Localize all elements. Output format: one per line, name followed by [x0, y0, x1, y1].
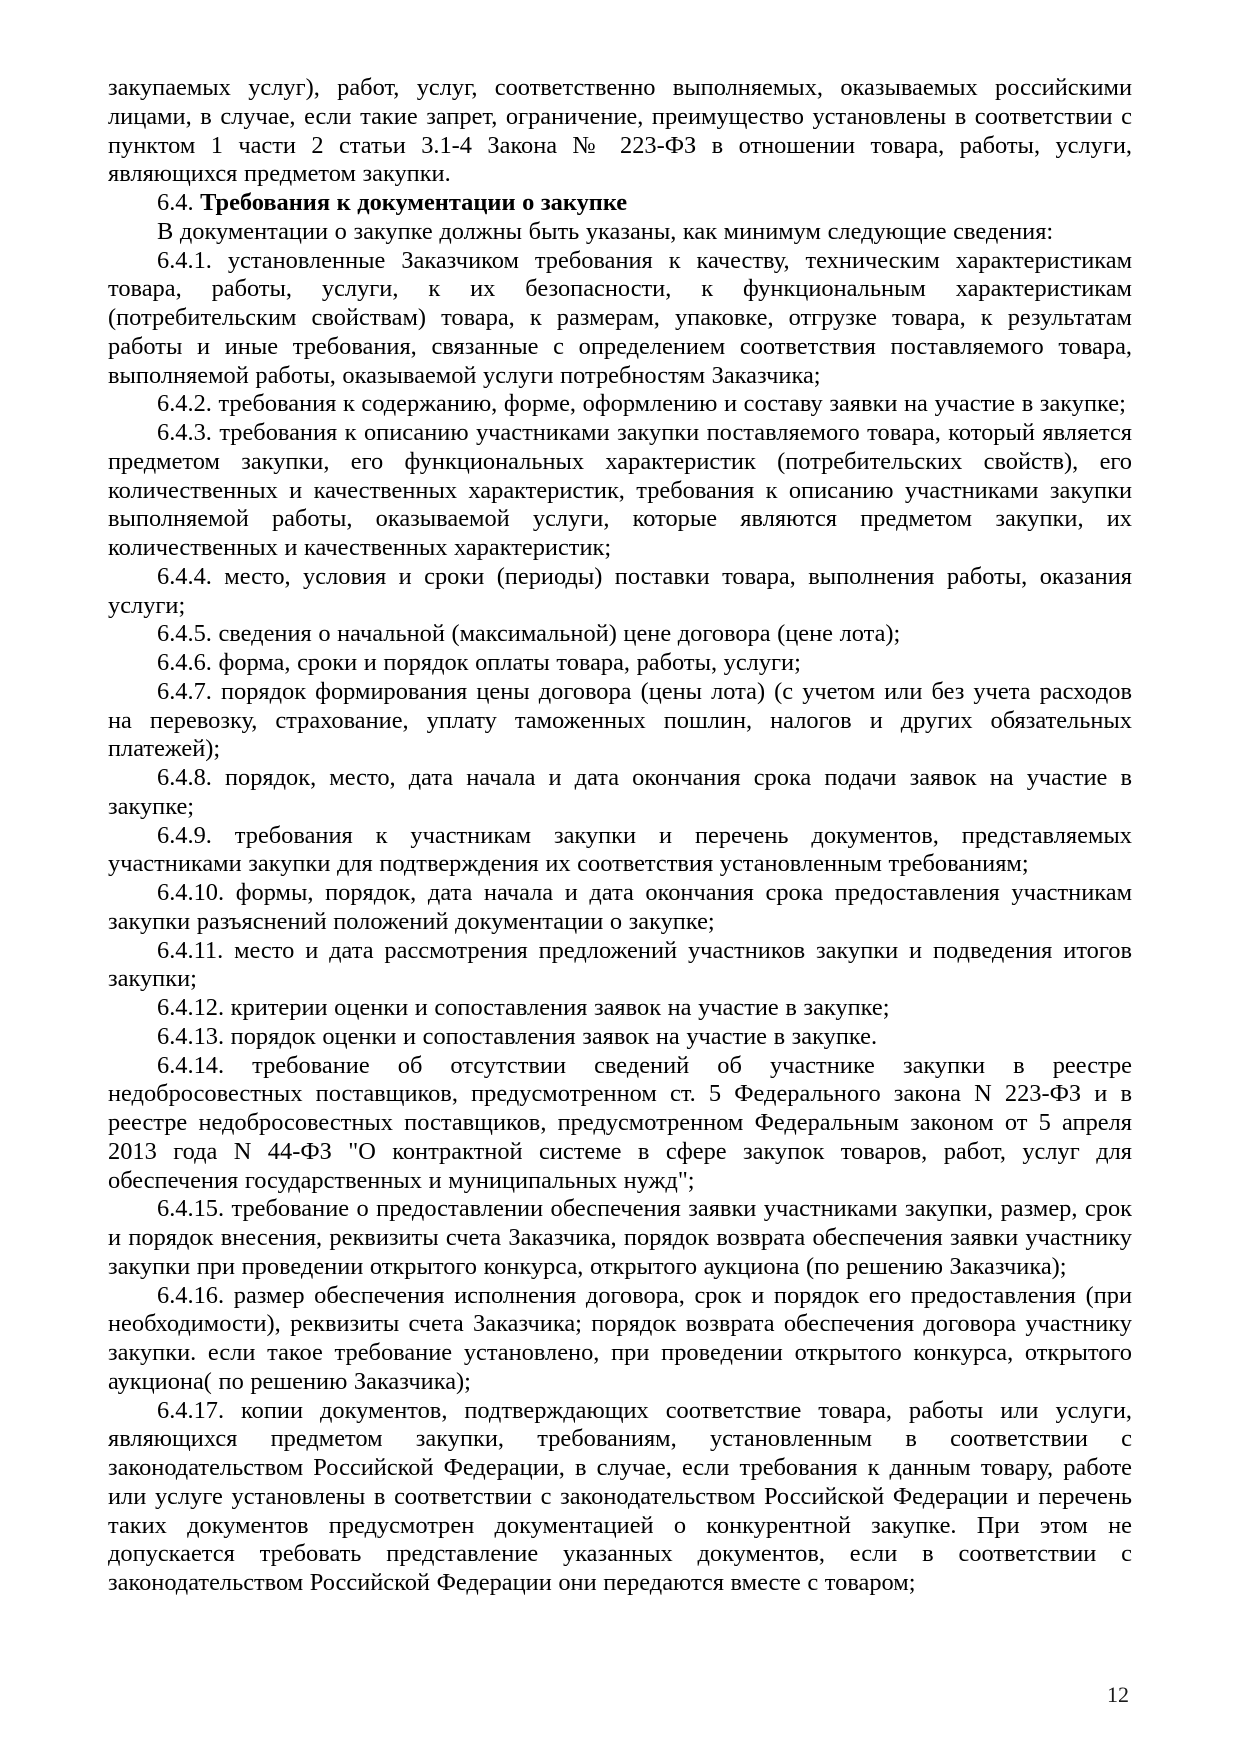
list-item: 6.4.11. место и дата рассмотрения предложений участников закупки и подведения итогов закупки; — [108, 936, 1132, 993]
list-item: 6.4.8. порядок, место, дата начала и дата окончания срока подачи заявок на участие в закупке; — [108, 764, 1132, 820]
section-heading — [108, 189, 1132, 218]
list-item: 6.4.10. формы, порядок, дата начала и дата окончания срока предоставления участникам закупки разъяснений положений документации о закупке; — [108, 879, 1132, 935]
paragraph: закупаемых услуг), работ, услуг, соответственно выполняемых, оказываемых российскими лицами, в случае, если такие запрет, ограничение, преимущество установлены в соответствии с пунктом 1 части 2 статьи 3.1-4 Закона № 223-ФЗ в отношении товара, работы, услуги, являющихся предметом закупки. — [108, 74, 1132, 188]
list-item: 6.4.5. сведения о начальной (максимальной) цене договора (цене лота); — [157, 620, 901, 648]
list-item: 6.4.6. форма, сроки и порядок оплаты товара, работы, услуги; — [157, 649, 801, 676]
section-heading-number: 6.4. — [157, 189, 201, 216]
list-item: 6.4.15. требование о предоставлении обеспечения заявки участниками закупки, размер, срок и порядок внесения, реквизиты счета Заказчика, порядок возврата обеспечения заявки участнику закупки при проведении открытого конкурса, открытого аукциона (по решению Заказчика); — [108, 1195, 1132, 1280]
list-item: 6.4.2. требования к содержанию, форме, оформлению и составу заявки на участие в закупке; — [157, 390, 1126, 418]
list-item: 6.4.14. требование об отсутствии сведений об участнике закупки в реестре недобросовестных поставщиков, предусмотренном ст. 5 Федерального закона N 223-ФЗ и в реестре недобросовестных поставщиков, предусмотренном Федеральным законом от 5 апреля 2013 года N 44-ФЗ "О контрактной системе в сфере закупок товаров, работ, услуг для обеспечения государственных и муниципальных нужд"; — [108, 1051, 1132, 1194]
list-item: 6.4.16. размер обеспечения исполнения договора, срок и порядок его предоставления (при необходимости), реквизиты счета Заказчика; порядок возврата обеспечения договора участнику закупки. если такое требование установлено, при проведении открытого конкурса, открытого аукциона( по решению Заказчика); — [108, 1281, 1132, 1395]
list-item: 6.4.17. копии документов, подтверждающих соответствие товара, работы или услуги, являющихся предметом закупки, требованиям, установленным в соответствии с законодательством Российской Федерации, в случае, если требования к данным товару, работе или услуге установлены в соответствии с законодательством Российской Федерации и перечень таких документов предусмотрен документацией о конкурентной закупке. При этом не допускается требовать представление указанных документов, если в соответствии с законодательством Российской Федерации они передаются вместе с товаром; — [108, 1396, 1132, 1596]
list-item: 6.4.4. место, условия и сроки (периоды) поставки товара, выполнения работы, оказания услуги; — [108, 562, 1132, 619]
list-item: 6.4.3. требования к описанию участниками закупки поставляемого товара, который является предметом закупки, его функциональных характеристик (потребительских свойств), его количественных и качественных характеристик, требования к описанию участниками закупки выполняемой работы, оказываемой услуги, которые являются предметом закупки, их количественных и качественных характеристик; — [108, 419, 1132, 561]
list-item: 6.4.12. критерии оценки и сопоставления заявок на участие в закупке; — [157, 994, 890, 1021]
list-item: 6.4.13. порядок оценки и сопоставления заявок на участие в закупке. — [157, 1022, 878, 1050]
paragraph: В документации о закупке должны быть указаны, как минимум следующие сведения: — [157, 217, 1054, 245]
section-heading-title: Требования к документации о закупке — [200, 189, 628, 216]
document-text-block — [108, 74, 1132, 1598]
page-number: 12 — [1107, 1682, 1129, 1707]
list-item: 6.4.7. порядок формирования цены договора (цены лота) (с учетом или без учета расходов на перевозку, страхование, уплату таможенных пошлин, налогов и других обязательных платежей); — [108, 677, 1132, 763]
list-item: 6.4.9. требования к участникам закупки и перечень документов, представляемых участниками закупки для подтверждения их соответствия установленным требованиям; — [108, 821, 1132, 878]
list-item: 6.4.1. установленные Заказчиком требования к качеству, техническим характеристикам товара, работы, услуги, к их безопасности, к функциональным характеристикам (потребительским свойствам) товара, к размерам, упаковке, отгрузке товара, к результатам работы и иные требования, связанные с определением соответствия поставляемого товара, выполняемой работы, оказываемой услуги потребностям Заказчика; — [108, 246, 1132, 389]
